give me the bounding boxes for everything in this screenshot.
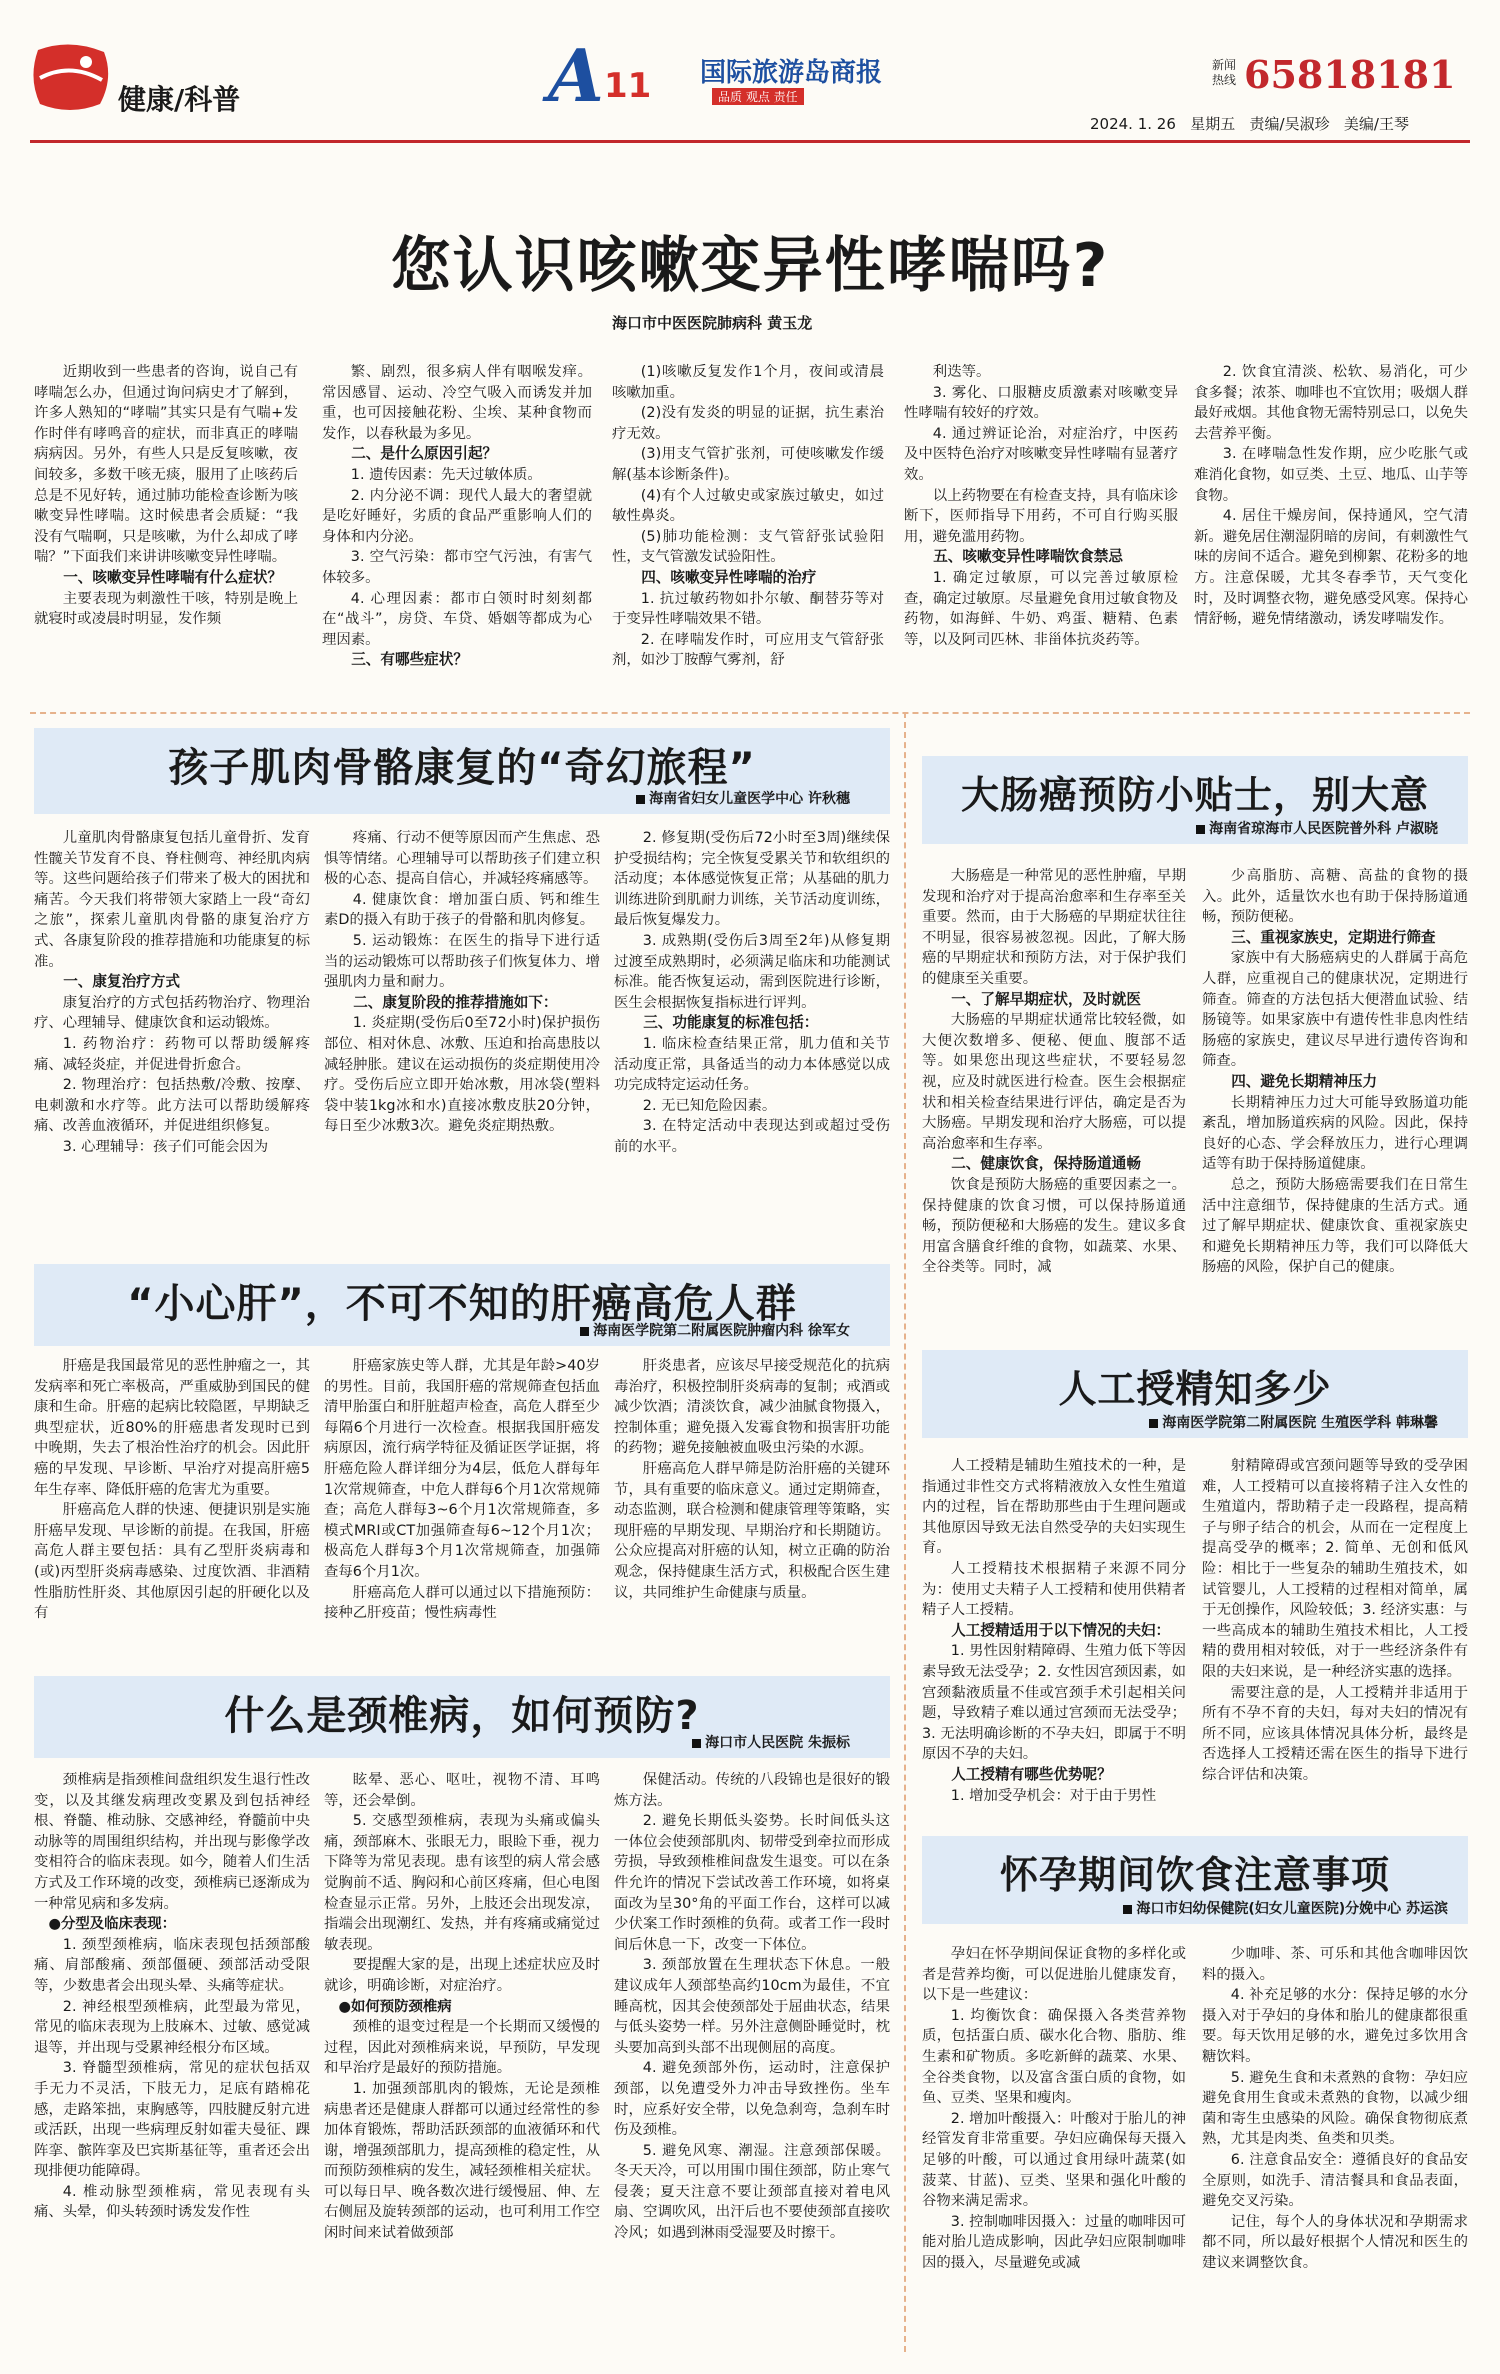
subheading: 一、康复治疗方式 xyxy=(63,973,180,991)
spine-article-title: 什么是颈椎病，如何预防? xyxy=(224,1693,700,1739)
liver-article-title: “小心肝”，不可不知的肝癌高危人群 xyxy=(127,1281,797,1327)
liver-article-byline: 海南医学院第二附属医院肿瘤内科 徐军女 xyxy=(593,1323,850,1339)
ai-article-title: 人工授精知多少 xyxy=(1058,1367,1332,1411)
liver-col-3 xyxy=(614,1356,890,1666)
spine-col-2 xyxy=(324,1770,600,2360)
paragraph: 饮食是预防大肠癌的重要因素之一。保持健康的饮食习惯，可以保持肠道通畅，预防便秘和大肠癌的发生。建议多食用富含膳食纤维的食物，如蔬菜、水果、全谷类等。同时，减 xyxy=(922,1176,1186,1276)
kids-col-1 xyxy=(34,828,310,1256)
paragraph: 2. 修复期(受伤后72小时至3周)继续保护受损结构；完全恢复受累关节和软组织的活动度；本体感觉恢复正常；从基础的肌力训练进阶到肌耐力训练，关节活动度训练，最后恢复爆发力。 xyxy=(614,830,890,929)
paragraph: 1. 增加受孕机会：对于由于男性 xyxy=(950,1787,1157,1804)
colon-article-banner xyxy=(922,756,1468,844)
paragraph: 2. 饮食宜清淡、松软、易消化，可少食多餐；浓茶、咖啡也不宜饮用；吸烟人群最好戒烟。其他食物无需特别忌口，以免失去营养平衡。 xyxy=(1194,364,1468,442)
paragraph: 康复治疗的方式包括药物治疗、物理治疗、心理辅导、健康饮食和运动锻炼。 xyxy=(34,994,310,1032)
main-article-title: 您认识咳嗽变异性哮喘吗? xyxy=(390,231,1110,301)
paragraph: 儿童肌肉骨骼康复包括儿童骨折、发育性髋关节发育不良、脊柱侧弯、神经肌肉病等。这些问题给孩子们带来了极大的困扰和痛苦。今天我们将带领大家踏上一段“奇幻之旅”，探索儿童肌肉骨骼的康复治疗方式、各康复阶段的推荐措施和功能康复的标准。 xyxy=(34,830,310,970)
paragraph: 1. 药物治疗：药物可以帮助缓解疼痛、减轻炎症，并促进骨折愈合。 xyxy=(34,1035,310,1073)
paragraph: 2. 物理治疗：包括热敷/冷敷、按摩、电刺激和水疗等。此方法可以帮助缓解疼痛、改善血液循环，并促进组织修复。 xyxy=(34,1077,310,1135)
divider-right-column xyxy=(904,712,906,2352)
colon-article-byline: 海南省琼海市人民医院普外科 卢淑晓 xyxy=(1209,821,1438,837)
paragraph: 3. 控制咖啡因摄入：过量的咖啡因可能对胎儿造成影响，因此孕妇应限制咖啡因的摄入，尽量避免或减 xyxy=(922,2213,1186,2271)
colon-col-2 xyxy=(1202,866,1468,1336)
hotline-number: 65818181 xyxy=(1244,52,1456,97)
paragraph: 少咖啡、茶、可乐和其他含咖啡因饮料的摄入。 xyxy=(1202,1946,1468,1983)
paragraph: 射精障碍或宫颈问题等导致的受孕困难，人工授精可以直接将精子注入女性的生殖道内，帮助精子走一段路程，提高精子与卵子结合的机会，从而在一定程度上提高受孕的概率；2. 简单、无创和低风险：相比于一些复杂的辅助生殖技术，如试管婴儿，人工授精的过程相对简单，属于无创操作，风险较低；3. 经济实惠：与一些高成本的辅助生殖技术相比，人工授精的费用相对较低，对于一些经济条件有限的夫妇来说，是一种经济实惠的选择。 xyxy=(1202,1458,1468,1680)
paragraph: (2)没有发炎的明显的证据，抗生素治疗无效。 xyxy=(612,405,884,442)
paragraph: 1. 抗过敏药物如扑尔敏、酮替芬等对于变异性哮喘效果不错。 xyxy=(612,590,884,628)
spine-col-1 xyxy=(34,1770,310,2360)
preg-col-1 xyxy=(922,1944,1186,2362)
preg-article-byline-wrap xyxy=(1123,1898,1448,1918)
paragraph: 4. 避免颈部外伤，运动时，注意保护颈部，以免遭受外力冲击导致挫伤。坐车时，应系好安全带，以免急刹弯，急刹车时伤及颈椎。 xyxy=(614,2060,890,2139)
kids-col-2 xyxy=(324,828,600,1256)
subheading: 三、重视家族史，定期进行筛查 xyxy=(1231,928,1436,946)
paragraph: 1. 炎症期(受伤后0至72小时)保护损伤部位、相对休息、冰敷、压迫和抬高患肢以减轻肿胀。建议在运动损伤的炎症期使用冷疗。受伤后应立即开始冰敷，用冰袋(塑料袋中装1kg冰和水)直接冰敷皮肤20分钟，每日至少冰敷3次。避免炎症期热敷。 xyxy=(324,1015,600,1135)
ai-col-2 xyxy=(1202,1456,1468,1818)
kids-article-byline: 海南省妇女儿童医学中心 许秋穗 xyxy=(649,791,850,807)
preg-col-2 xyxy=(1202,1944,1468,2362)
paragraph: 3. 在哮喘急性发作期，应少吃胀气或难消化食物，如豆类、土豆、地瓜、山芋等食物。 xyxy=(1194,446,1468,504)
paragraph: 记住，每个人的身体状况和孕期需求都不同，所以最好根据个人情况和医生的建议来调整饮食。 xyxy=(1202,2213,1468,2271)
paragraph: 2. 在哮喘发作时，可应用支气管舒张剂，如沙丁胺醇气雾剂，舒 xyxy=(612,631,884,669)
paragraph: 2. 无已知危险因素。 xyxy=(642,1097,777,1114)
subheading: 一、咳嗽变异性哮喘有什么症状？ xyxy=(63,568,283,586)
paragraph: 3. 在特定活动中表现达到或超过受伤前的水平。 xyxy=(614,1118,890,1155)
liver-col-2 xyxy=(324,1356,600,1666)
paragraph: 4. 健康饮食：增加蛋白质、钙和维生素D的摄入有助于孩子的骨骼和肌肉修复。 xyxy=(324,891,600,929)
paragraph: 家族中有大肠癌病史的人群属于高危人群，应重视自己的健康状况，定期进行筛查。筛查的方法包括大便潜血试验、结肠镜等。如果家族中有遗传性非息肉性结肠癌的家族史，建议尽早进行遗传咨询和筛查。 xyxy=(1202,950,1468,1070)
paragraph: 保健活动。传统的八段锦也是很好的锻炼方法。 xyxy=(614,1772,890,1809)
paragraph: 4. 补充足够的水分：保持足够的水分摄入对于孕妇的身体和胎儿的健康都很重要。每天饮用足够的水，避免过多饮用含糖饮料。 xyxy=(1202,1987,1468,2065)
spine-article-banner xyxy=(34,1676,890,1758)
ai-article-banner xyxy=(922,1350,1468,1438)
subheading: 三、功能康复的标准包括： xyxy=(643,1014,819,1032)
subheading: 五、咳嗽变异性哮喘饮食禁忌 xyxy=(933,548,1123,566)
paragraph: 4. 椎动脉型颈椎病，常见表现有头痛、头晕，仰头转颈时诱发发作性 xyxy=(34,2183,310,2221)
paragraph: 3. 颈部放置在生理状态下休息。一般建议成年人颈部垫高约10cm为最佳，不宜睡高枕，因其会使颈部处于屈曲状态，结果与低头姿势一样。另外注意侧卧睡觉时，枕头要加高到头部不出现侧屈的高度。 xyxy=(614,1957,890,2056)
paragraph: 人工授精技术根据精子来源不同分为：使用丈夫精子人工授精和使用供精者精子人工授精。 xyxy=(922,1560,1186,1619)
subheading: 二、健康饮食，保持肠道通畅 xyxy=(951,1155,1141,1173)
subheading: 二、是什么原因引起？ xyxy=(351,445,498,463)
paragraph: 5. 运动锻炼：在医生的指导下进行适当的运动锻炼可以帮助孩子们恢复体力、增强肌肉力量和耐力。 xyxy=(324,932,600,991)
paragraph: 5. 避免风寒、潮湿。注意颈部保暖。冬天天冷，可以用围巾围住颈部，防止寒气侵袭；夏天注意不要让颈部直接对着电风扇、空调吹风，出汗后也不要使颈部直接吹冷风；如遇到淋雨受湿要及时擦干。 xyxy=(614,2142,890,2242)
main-col-1 xyxy=(34,362,298,712)
paragraph: 疼痛、行动不便等原因而产生焦虑、恐惧等情绪。心理辅导可以帮助孩子们建立积极的心态、提高自信心，并减轻疼痛感等。 xyxy=(324,830,600,888)
paragraph: 肝癌高危人群的快速、便捷识别是实施肝癌早发现、早诊断的前提。在我国，肝癌高危人群主要包括：具有乙型肝炎病毒和(或)丙型肝炎病毒感染、过度饮酒、非酒精性脂肪性肝炎、其他原因引起的肝硬化以及有 xyxy=(34,1502,310,1622)
logo-badge xyxy=(30,42,112,114)
paragraph: 利迭等。 xyxy=(932,364,991,380)
paragraph: 要提醒大家的是，出现上述症状应及时就诊，明确诊断，对症治疗。 xyxy=(324,1957,600,1994)
paragraph: 4. 通过辨证论治，对症治疗，中医药及中医特色治疗对咳嗽变异性哮喘有显著疗效。 xyxy=(904,425,1178,483)
paragraph: 5. 避免生食和未煮熟的食物：孕妇应避免食用生食或未煮熟的食物，以减少细菌和寄生虫感染的风险。确保食物彻底煮熟，尤其是肉类、鱼类和贝类。 xyxy=(1202,2069,1468,2148)
paragraph: 总之，预防大肠癌需要我们在日常生活中注意细节，保持健康的生活方式。通过了解早期症状、健康饮食、重视家族史和避免长期精神压力等，我们可以降低大肠癌的风险，保护自己的健康。 xyxy=(1202,1176,1468,1276)
paragraph: 3. 心理辅导：孩子们可能会因为 xyxy=(62,1138,269,1155)
subheading: 二、康复阶段的推荐措施如下： xyxy=(353,993,558,1011)
subheading: 一、了解早期症状，及时就医 xyxy=(951,990,1141,1008)
paragraph: 大肠癌的早期症状通常比较轻微，如大便次数增多、便秘、便血、腹部不适等。如果您出现这些症状，不要轻易忽视，应及时就医进行检查。医生会根据症状和相关检查结果进行评估，确定是否为大肠癌。早期发现和治疗大肠癌，可以提高治愈率和生存率。 xyxy=(922,1012,1186,1152)
paragraph: (1)咳嗽反复发作1个月，夜间或清晨咳嗽加重。 xyxy=(612,364,884,401)
kids-col-3 xyxy=(614,828,890,1256)
spine-col-3 xyxy=(614,1770,890,2360)
subheading: 人工授精有哪些优势呢？ xyxy=(951,1765,1112,1783)
paragraph: 6. 注意食品安全：遵循良好的食品安全原则，如洗手、清洁餐具和食品表面，避免交叉污染。 xyxy=(1202,2151,1468,2210)
paragraph: (4)有个人过敏史或家族过敏史，如过敏性鼻炎。 xyxy=(612,487,884,525)
ai-article-byline-wrap xyxy=(1149,1412,1438,1432)
divider-top xyxy=(30,712,1470,714)
paragraph: 肝癌家族史等人群，尤其是年龄>40岁的男性。目前，我国肝癌的常规筛查包括血清甲胎蛋白和肝脏超声检查，高危人群至少每隔6个月进行一次检查。根据我国肝癌发病原因，流行病学特征及循证医学证据，将肝癌危险人群详细分为4层，低危人群每年1次常规筛查，中危人群每6个月1次常规筛查；高危人群每3~6个月1次常规筛查，多模式MRI或CT加强筛查每6~12个月1次；极高危人群每3个月1次常规筛查，加强筛查每6个月1次。 xyxy=(324,1358,600,1580)
subheading: 人工授精适用于以下情况的夫妇： xyxy=(951,1621,1171,1639)
paragraph: 颈椎的退变过程是一个长期而又缓慢的过程，因此对颈椎病来说，早预防，早发现和早治疗是最好的预防措施。 xyxy=(324,2019,600,2077)
colon-article-byline-wrap xyxy=(1196,818,1438,838)
paragraph: 大肠癌是一种常见的恶性肿瘤，早期发现和治疗对于提高治愈率和生存率至关重要。然而，由于大肠癌的早期症状往往不明显，很容易被忽视。因此，了解大肠癌的早期症状和预防方法，对于保护我们的健康至关重要。 xyxy=(922,868,1186,987)
logo-icon xyxy=(30,42,112,114)
hotline-label-1: 新闻 xyxy=(1212,58,1237,72)
kids-article-title: 孩子肌肉骨骼康复的“奇幻旅程” xyxy=(168,745,756,791)
paragraph: (5)肺功能检测：支气管舒张试验阳性，支气管激发试验阳性。 xyxy=(612,528,884,566)
issue-editor: 责编/吴淑珍 xyxy=(1249,115,1330,133)
kids-article-byline-wrap xyxy=(636,788,850,808)
paragraph: 1. 颈型颈椎病，临床表现包括颈部酸痛、肩部酸痛、颈部僵硬、颈部活动受限等，少数患者会出现头晕、头痛等症状。 xyxy=(34,1936,310,1994)
paragraph: 肝癌高危人群早筛是防治肝癌的关键环节，具有重要的临床意义。通过定期筛查，动态监测，联合检测和健康管理等策略，实现肝癌的早期发现、早期治疗和长期随访。公众应提高对肝癌的认知，树立正确的防治观念，保持健康生活方式，积极配合医生建议，共同维护生命健康与质量。 xyxy=(614,1460,890,1601)
paragraph: 长期精神压力过大可能导致肠道功能紊乱，增加肠道疾病的风险。因此，保持良好的心态、学会释放压力，进行心理调适等有助于保持肠道健康。 xyxy=(1202,1094,1468,1173)
paragraph: 1. 均衡饮食：确保摄入各类营养物质，包括蛋白质、碳水化合物、脂肪、维生素和矿物质。多吃新鲜的蔬菜、水果、全谷类食物，以及富含蛋白质的食物，如鱼、豆类、坚果和瘦肉。 xyxy=(922,2007,1186,2107)
paragraph: 孕妇在怀孕期间保证食物的多样化或者是营养均衡，可以促进胎儿健康发育，以下是一些建议： xyxy=(922,1946,1186,2004)
paper-name: 国际旅游岛商报 xyxy=(700,58,883,88)
paper-subtitle: 品质 观点 责任 xyxy=(712,88,804,105)
paragraph: 需要注意的是，人工授精并非适用于所有不孕不育的夫妇，每对夫妇的情况有所不同，应该具体情况具体分析，最终是否选择人工授精还需在医生的指导下进行综合评估和决策。 xyxy=(1202,1684,1468,1783)
main-col-2 xyxy=(322,362,592,712)
liver-col-1 xyxy=(34,1356,310,1666)
paragraph: 1. 确定过敏原，可以完善过敏原检查，确定过敏原。尽量避免食用过敏食物及药物，如海鲜、牛奶、鸡蛋、糖精、色素等，以及阿司匹林、非甾体抗炎药等。 xyxy=(904,569,1178,648)
paragraph: 1. 临床检查结果正常，肌力值和关节活动度正常，具备适当的动力本体感觉以成功完成特定运动任务。 xyxy=(614,1035,890,1094)
main-col-3 xyxy=(612,362,884,712)
hotline-label-2: 热线 xyxy=(1212,73,1237,87)
liver-article-byline-wrap xyxy=(580,1320,850,1340)
paragraph: 4. 心理因素：都市白领时时刻刻都在“战斗”，房贷、车贷、婚姻等都成为心理因素。 xyxy=(322,590,592,648)
issue-designer: 美编/王琴 xyxy=(1343,115,1409,133)
preg-article-banner xyxy=(922,1836,1468,1924)
subheading: 三、有哪些症状？ xyxy=(351,651,468,669)
issue-meta xyxy=(1090,113,1409,134)
header-rule xyxy=(30,140,1470,143)
subheading: 四、咳嗽变异性哮喘的治疗 xyxy=(641,568,817,586)
liver-article-banner xyxy=(34,1264,890,1346)
main-col-4 xyxy=(904,362,1178,712)
kids-article-banner xyxy=(34,728,890,814)
hotline-label xyxy=(1212,58,1236,88)
paragraph: 繁、剧烈，很多病人伴有咽喉发痒。常因感冒、运动、冷空气吸入而诱发并加重，也可因接触花粉、尘埃、某种食物而发作，以春秋最为多见。 xyxy=(322,364,592,442)
paragraph: 1. 遗传因素：先天过敏体质。 xyxy=(350,466,542,483)
ai-col-1 xyxy=(922,1456,1186,1818)
paragraph: 4. 居住干燥房间，保持通风，空气清新。避免居住潮湿阴暗的房间，有刺激性气味的房间不适合。避免到柳絮、花粉多的地方。注意保暖，尤其冬春季节，天气变化时，及时调整衣物，避免感受风寒。保持心情舒畅，避免情绪激动，诱发哮喘发作。 xyxy=(1194,508,1468,628)
paragraph: 2. 神经根型颈椎病，此型最为常见，常见的临床表现为上肢麻木、过敏、感觉减退等，并出现与受累神经根分布区域。 xyxy=(34,1998,310,2056)
paragraph: 近期收到一些患者的咨询，说自己有哮喘怎么办，但通过询问病史才了解到，许多人熟知的“哮喘”其实只是有气喘+发作时伴有哮鸣音的症状，而非真正的哮喘病病因。另外，有些人只是反复咳嗽，夜间较多，多数干咳无痰，服用了止咳药后总是不见好转，通过肺功能检查诊断为咳嗽变异性哮喘。这时候患者会质疑：“我没有气喘啊，只是咳嗽，为什么却成了哮喘？”下面我们来讲讲咳嗽变异性哮喘。 xyxy=(34,364,298,566)
paragraph: 肝癌高危人群可以通过以下措施预防：接种乙肝疫苗；慢性病毒性 xyxy=(324,1584,600,1622)
main-col-5 xyxy=(1194,362,1468,712)
paragraph: 肝炎患者，应该尽早接受规范化的抗病毒治疗，积极控制肝炎病毒的复制；戒酒或减少饮酒；清淡饮食，减少油腻食物摄入，控制体重；避免摄入发霉食物和损害肝功能的药物；避免接触被血吸虫污染的水源。 xyxy=(614,1358,890,1457)
colon-article-title: 大肠癌预防小贴士，别大意 xyxy=(960,773,1429,817)
subheading: ●分型及临床表现： xyxy=(48,1916,177,1933)
paragraph: 2. 避免长期低头姿势。长时间低头这一体位会使颈部肌肉、韧带受到牵拉而形成劳损，导致颈椎椎间盘发生退变。可以在条件允许的情况下尝试改善工作环境，如将桌面改为呈30°角的平面工作台，这样可以减少伏案工作时颈椎的负荷。或者工作一段时间后休息一下，改变一下体位。 xyxy=(614,1813,890,1953)
paragraph: 3. 空气污染：都市空气污浊，有害气体较多。 xyxy=(322,549,592,586)
spine-article-byline-wrap xyxy=(692,1732,850,1752)
paragraph: 1. 加强颈部肌肉的锻炼，无论是颈椎病患者还是健康人群都可以通过经常性的参加体育锻炼，帮助活跃颈部的血液循环和代谢，增强颈部肌力，提高颈椎的稳定性，从而预防颈椎病的发生，减轻颈椎相关症状。可以每日早、晚各数次进行缓慢屈、伸、左右侧屈及旋转颈部的运动，也可利用工作空闲时间来试着做颈部 xyxy=(324,2080,600,2242)
ai-article-byline: 海南医学院第二附属医院 生殖医学科 韩琳馨 xyxy=(1162,1415,1438,1431)
paragraph: 以上药物要在有检查支持，具有临床诊断下，医师指导下用药，不可自行购买服用，避免滥用药物。 xyxy=(904,487,1178,545)
issue-date: 2024. 1. 26 xyxy=(1090,115,1176,133)
issue-weekday: 星期五 xyxy=(1190,115,1236,133)
page-letter: A xyxy=(548,33,604,118)
spine-article-byline: 海口市人民医院 朱振标 xyxy=(705,1735,850,1751)
paragraph: 颈椎病是指颈椎间盘组织发生退行性改变，以及其继发病理改变累及到包括神经根、脊髓、椎动脉、交感神经，脊髓前中央动脉等的周围组织结构，并出现与影像学改变相符合的临床表现。如今，随着人们生活方式及工作环境的改变，颈椎病已逐渐成为一种常见病和多发病。 xyxy=(34,1772,310,1912)
paragraph: 主要表现为刺激性干咳，特别是晚上就寝时或凌晨时明显，发作频 xyxy=(34,590,298,628)
subheading: 四、避免长期精神压力 xyxy=(1231,1072,1378,1090)
paragraph: 3. 成熟期(受伤后3周至2年)从修复期过渡至成熟期时，必须满足临床和功能测试标准。能否恢复运动，需到医院进行诊断，医生会根据恢复指标进行评判。 xyxy=(614,932,890,1011)
paragraph: (3)用支气管扩张剂，可使咳嗽发作缓解(基本诊断条件)。 xyxy=(612,446,884,483)
preg-article-byline: 海口市妇幼保健院(妇女儿童医院)分娩中心 苏运滨 xyxy=(1136,1901,1448,1917)
preg-article-title: 怀孕期间饮食注意事项 xyxy=(999,1853,1390,1897)
paragraph: 人工授精是辅助生殖技术的一种，是指通过非性交方式将精液放入女性生殖道内的过程，旨在帮助那些由于生理问题或其他原因导致无法自然受孕的夫妇实现生育。 xyxy=(922,1458,1186,1557)
colon-col-1 xyxy=(922,866,1186,1336)
paragraph: 1. 男性因射精障碍、生殖力低下等因素导致无法受孕；2. 女性因宫颈因素，如宫颈黏液质量不佳或宫颈手术引起相关问题，导致精子难以通过宫颈而无法受孕；3. 无法明确诊断的不孕夫妇，即属于不明原因不孕的夫妇。 xyxy=(922,1643,1186,1763)
paragraph: 肝癌是我国最常见的恶性肿瘤之一，其发病率和死亡率极高，严重威胁到国民的健康和生命。肝癌的起病比较隐匿，早期缺乏典型症状，近80%的肝癌患者发现时已到中晚期，失去了根治性治疗的机会。因此肝癌的早发现、早诊断、早治疗对提高肝癌5年生存率、降低肝癌的危害尤为重要。 xyxy=(34,1358,310,1498)
page-number: 11 xyxy=(604,66,652,106)
paragraph: 少高脂肪、高糖、高盐的食物的摄入。此外，适量饮水也有助于保持肠道通畅，预防便秘。 xyxy=(1202,868,1468,926)
main-article-byline: 海口市中医医院肺病科 黄玉龙 xyxy=(612,314,813,332)
section-title: 健康/科普 xyxy=(118,83,241,116)
paragraph: 3. 雾化、口服糖皮质激素对咳嗽变异性哮喘有较好的疗效。 xyxy=(904,384,1178,422)
paragraph: 3. 脊髓型颈椎病，常见的症状包括双手无力不灵活，下肢无力，足底有踏棉花感，走路笨拙，束胸感等，四肢腱反射亢进或活跃，出现一些病理反射如霍夫曼征、踝阵挛、髌阵挛及巴宾斯基征等，重者还会出现排便功能障碍。 xyxy=(34,2060,310,2180)
paragraph: 2. 增加叶酸摄入：叶酸对于胎儿的神经管发育非常重要。孕妇应确保每天摄入足够的叶酸，可以通过食用绿叶蔬菜(如菠菜、甘蓝)、豆类、坚果和强化叶酸的谷物来满足需求。 xyxy=(922,2110,1186,2210)
subheading: ●如何预防颈椎病 xyxy=(338,1998,452,2015)
paragraph: 2. 内分泌不调：现代人最大的奢望就是吃好睡好，劣质的食品严重影响人们的身体和内分泌。 xyxy=(322,487,592,545)
paragraph: 眩晕、恶心、呕吐，视物不清、耳鸣等，还会晕倒。 xyxy=(324,1772,600,1809)
paragraph: 5. 交感型颈椎病，表现为头痛或偏头痛，颈部麻木、张眼无力，眼睑下垂，视力下降等为常见表现。患有该型的病人常会感觉胸前不适、胸闷和心前区疼痛，但心电图检查显示正常。另外，上肢还会出现发凉，指端会出现潮红、发热，并有疼痛或痛觉过敏表现。 xyxy=(324,1813,600,1953)
